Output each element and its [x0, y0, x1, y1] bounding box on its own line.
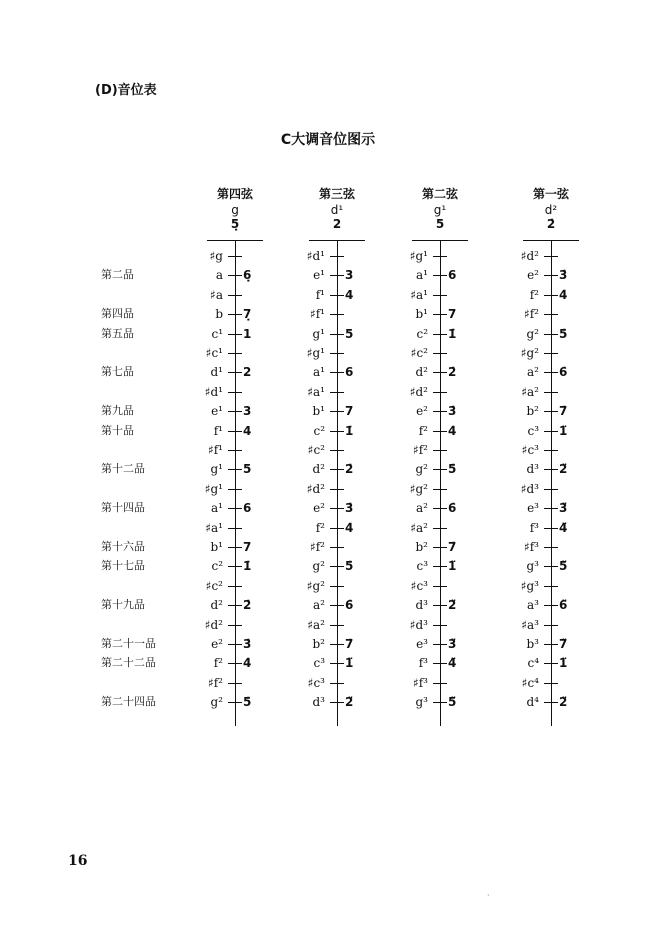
fret-label: 第四品 [101, 307, 134, 321]
fret-tick [330, 334, 344, 335]
open-note: d² [544, 203, 558, 217]
jianpu-numeral: 6̇ [345, 598, 354, 613]
fret-tick [228, 275, 242, 276]
jianpu-numeral: 5̈ [448, 695, 457, 710]
fret-label: 第十二品 [101, 462, 145, 476]
corner-mark: · [487, 891, 490, 900]
note-name: ♯a² [410, 520, 428, 535]
note-name: ♯d² [520, 249, 539, 263]
note-name: ♯f¹ [309, 307, 325, 322]
jianpu-numeral: 2̇ [345, 462, 354, 477]
fret-tick [433, 566, 447, 567]
note-name: g² [415, 462, 428, 477]
jianpu-numeral: 1̇ [243, 559, 252, 574]
fret-tick [330, 605, 344, 606]
note-name: c² [313, 423, 325, 438]
jianpu-numeral: 6 [345, 365, 354, 380]
string-header [400, 186, 480, 231]
note-name: d² [312, 462, 325, 477]
page-number: 16 [68, 853, 88, 869]
jianpu-numeral: 4̇ [559, 287, 568, 302]
string-line [551, 240, 552, 726]
jianpu-numeral: 7̇ [345, 637, 354, 651]
note-name: a³ [527, 598, 539, 613]
fret-tick [228, 295, 242, 296]
note-name: b¹ [415, 307, 428, 322]
fret-tick [433, 256, 447, 257]
fret-tick [330, 625, 344, 626]
note-name: b² [415, 540, 428, 554]
jianpu-numeral: 7̈ [559, 637, 568, 651]
note-name: ♯c¹ [205, 346, 223, 360]
note-name: a¹ [416, 268, 428, 283]
note-name: ♯a² [521, 384, 539, 399]
note-name: ♯c³ [410, 578, 428, 593]
note-name: ♯a [210, 287, 223, 302]
jianpu-numeral: 1 [243, 326, 252, 341]
note-name: d² [415, 365, 428, 380]
fret-tick [330, 353, 344, 354]
jianpu-numeral: 4 [243, 423, 252, 438]
jianpu-numeral: 4̈ [559, 520, 568, 535]
note-name: ♯d¹ [306, 249, 325, 263]
note-name: d¹ [210, 365, 223, 380]
fret-tick [433, 431, 447, 432]
open-note: g¹ [433, 203, 447, 217]
note-name: a¹ [211, 501, 223, 516]
fret-label: 第十品 [101, 423, 134, 437]
fret-tick [330, 644, 344, 645]
jianpu-numeral: 2 [243, 365, 252, 380]
jianpu-numeral: 6̇ [559, 365, 568, 380]
note-name: ♯d³ [409, 617, 428, 632]
string-line [440, 240, 441, 726]
note-name: e³ [527, 501, 539, 516]
open-numeral: 2 [332, 217, 342, 231]
note-name: c⁴ [527, 656, 539, 671]
fret-tick [228, 334, 242, 335]
note-name: e¹ [313, 268, 325, 283]
jianpu-numeral: 1̇ [448, 326, 457, 341]
jianpu-numeral: 6 [243, 501, 252, 516]
fret-tick [330, 450, 344, 451]
string-name: 第三弦 [318, 187, 355, 201]
note-name: b³ [526, 637, 539, 651]
fret-tick [330, 411, 344, 412]
fret-tick [433, 605, 447, 606]
fret-tick [330, 469, 344, 470]
jianpu-numeral: 5 [345, 326, 354, 341]
fret-tick [228, 256, 242, 257]
jianpu-numeral: 5̇ [448, 462, 457, 477]
jianpu-numeral: 1̈ [559, 656, 568, 671]
fret-tick [330, 489, 344, 490]
fret-tick [228, 605, 242, 606]
note-name: ♯d³ [520, 481, 539, 496]
note-name: f² [213, 656, 223, 671]
fret-tick [330, 372, 344, 373]
fret-tick [330, 683, 344, 684]
jianpu-numeral: 7 [448, 307, 457, 322]
note-name: f³ [529, 520, 539, 535]
fret-label: 第二十二品 [101, 656, 156, 670]
fret-tick [544, 683, 558, 684]
note-name: ♯f² [523, 307, 539, 322]
fret-tick [228, 489, 242, 490]
fret-label: 第十四品 [101, 501, 145, 515]
note-name: ♯g³ [520, 578, 539, 593]
fret-tick [228, 566, 242, 567]
note-name: d² [210, 598, 223, 613]
fret-tick [433, 683, 447, 684]
fret-tick [228, 683, 242, 684]
note-name: b [215, 307, 223, 322]
note-name: e¹ [211, 404, 223, 419]
note-name: a² [313, 598, 325, 613]
note-name: e² [211, 637, 223, 651]
chart-title: C大调音位图示 [280, 132, 376, 148]
fret-tick [544, 644, 558, 645]
fret-tick [228, 392, 242, 393]
jianpu-numeral: 1̈ [345, 656, 354, 671]
jianpu-numeral: 2̈ [559, 462, 568, 477]
string-header [195, 186, 275, 231]
jianpu-numeral: 3̇ [345, 501, 354, 516]
fret-tick [228, 508, 242, 509]
fret-tick [433, 353, 447, 354]
fret-tick [544, 295, 558, 296]
string-line [337, 240, 338, 726]
open-note: g [231, 203, 239, 217]
fret-tick [228, 431, 242, 432]
note-name: g² [312, 559, 325, 574]
note-name: ♯g¹ [306, 346, 325, 360]
note-name: a² [416, 501, 428, 516]
section-label: (D)音位表 [95, 83, 157, 98]
jianpu-numeral: 2̈ [448, 598, 457, 613]
fret-tick [228, 411, 242, 412]
note-name: ♯g² [520, 346, 539, 360]
note-name: f³ [418, 656, 428, 671]
note-name: g³ [526, 559, 539, 574]
fret-tick [228, 353, 242, 354]
note-name: c³ [416, 559, 428, 574]
string-header [297, 186, 377, 231]
fret-tick [544, 450, 558, 451]
string-header [511, 186, 591, 231]
note-name: ♯f² [412, 443, 428, 457]
note-name: c³ [527, 423, 539, 438]
fret-tick [544, 334, 558, 335]
note-name: g³ [415, 695, 428, 710]
fret-tick [433, 334, 447, 335]
fret-tick [433, 392, 447, 393]
fret-tick [433, 547, 447, 548]
fret-tick [433, 295, 447, 296]
note-name: c² [211, 559, 223, 574]
fret-tick [228, 586, 242, 587]
jianpu-numeral: 5̇ [559, 326, 568, 341]
note-name: c¹ [211, 326, 223, 341]
note-name: b¹ [312, 404, 325, 419]
fret-tick [433, 586, 447, 587]
fret-tick [330, 392, 344, 393]
note-name: ♯g² [306, 578, 325, 593]
string-line [235, 240, 236, 726]
fret-tick [330, 528, 344, 529]
note-name: g² [526, 326, 539, 341]
fret-tick [228, 372, 242, 373]
note-name: c² [416, 326, 428, 341]
fret-tick [433, 314, 447, 315]
fret-tick [330, 566, 344, 567]
fret-tick [544, 489, 558, 490]
note-name: ♯c³ [307, 675, 325, 690]
note-name: d³ [526, 462, 539, 477]
jianpu-numeral: 2̈ [559, 695, 568, 710]
fret-tick [330, 431, 344, 432]
note-name: e² [527, 268, 539, 283]
note-name: ♯g¹ [204, 481, 223, 496]
jianpu-numeral: 3̇ [448, 404, 457, 419]
jianpu-numeral: 5̈ [559, 559, 568, 574]
note-name: ♯d² [409, 384, 428, 399]
note-name: f² [529, 287, 539, 302]
note-name: e² [313, 501, 325, 516]
note-name: ♯f² [309, 540, 325, 554]
fret-label: 第七品 [101, 365, 134, 379]
jianpu-numeral: 4̈ [448, 656, 457, 671]
fret-tick [433, 663, 447, 664]
fret-label: 第十七品 [101, 559, 145, 573]
fret-tick [544, 372, 558, 373]
jianpu-numeral: 7̣ [243, 307, 252, 322]
fret-label: 第二十一品 [101, 637, 156, 650]
note-name: ♯a² [307, 617, 325, 632]
jianpu-numeral: 4 [345, 287, 354, 302]
note-name: ♯c⁴ [521, 675, 539, 690]
jianpu-numeral: 3̈ [448, 637, 457, 651]
jianpu-numeral: 6̇ [448, 501, 457, 516]
fret-tick [544, 663, 558, 664]
fret-tick [544, 392, 558, 393]
note-name: ♯g [209, 249, 223, 263]
note-name: b¹ [210, 540, 223, 554]
jianpu-numeral: 7̇ [448, 540, 457, 554]
note-name: ♯c² [307, 443, 325, 457]
jianpu-numeral: 7 [345, 404, 354, 419]
fret-tick [330, 547, 344, 548]
note-name: a [215, 268, 223, 283]
fret-tick [228, 450, 242, 451]
fret-tick [228, 663, 242, 664]
jianpu-numeral: 6̈ [559, 598, 568, 613]
fret-tick [433, 372, 447, 373]
note-name: ♯f¹ [207, 443, 223, 457]
note-name: g¹ [312, 326, 325, 341]
fret-tick [330, 663, 344, 664]
note-name: ♯c² [410, 346, 428, 360]
fret-tick [433, 411, 447, 412]
fret-tick [228, 644, 242, 645]
fret-tick [433, 508, 447, 509]
fret-tick [433, 275, 447, 276]
note-name: ♯a³ [521, 617, 539, 632]
note-name: ♯f³ [412, 675, 428, 690]
fret-tick [544, 469, 558, 470]
jianpu-numeral: 7 [243, 540, 252, 554]
jianpu-numeral: 1̈ [448, 559, 457, 574]
fret-tick [544, 508, 558, 509]
note-name: ♯d¹ [204, 384, 223, 399]
note-name: g¹ [210, 462, 223, 477]
note-name: ♯f² [207, 675, 223, 690]
jianpu-numeral: 5 [243, 462, 252, 477]
fret-label: 第五品 [101, 326, 134, 340]
note-name: f² [315, 520, 325, 535]
note-name: d³ [415, 598, 428, 613]
fret-tick [544, 605, 558, 606]
fret-label: 第九品 [101, 404, 134, 418]
fret-tick [228, 314, 242, 315]
note-name: ♯a¹ [410, 287, 428, 302]
note-name: ♯d² [204, 617, 223, 632]
fret-label: 第二十四品 [101, 695, 156, 709]
fret-tick [228, 625, 242, 626]
note-name: a¹ [313, 365, 325, 380]
note-name: a² [527, 365, 539, 380]
open-note: d¹ [330, 203, 344, 217]
fret-tick [544, 256, 558, 257]
fret-tick [330, 256, 344, 257]
note-name: e³ [416, 637, 428, 651]
jianpu-numeral: 4̇ [345, 520, 354, 535]
note-name: d³ [312, 695, 325, 710]
jianpu-numeral: 5̇ [243, 695, 252, 710]
jianpu-numeral: 5̇ [345, 559, 354, 574]
fret-tick [433, 489, 447, 490]
note-name: f¹ [315, 287, 325, 302]
fret-tick [433, 702, 447, 703]
fret-tick [330, 702, 344, 703]
note-name: b² [312, 637, 325, 651]
jianpu-numeral: 2̈ [345, 695, 354, 710]
fret-tick [544, 625, 558, 626]
note-name: ♯f³ [523, 540, 539, 554]
jianpu-numeral: 3 [243, 404, 252, 419]
fret-tick [544, 566, 558, 567]
open-numeral: 5 [435, 217, 445, 231]
jianpu-numeral: 4̇ [448, 423, 457, 438]
fret-tick [544, 353, 558, 354]
fret-tick [544, 702, 558, 703]
fret-tick [544, 411, 558, 412]
jianpu-numeral: 6 [448, 268, 457, 283]
jianpu-numeral: 6̣ [243, 268, 252, 283]
note-name: g² [210, 695, 223, 710]
note-name: b² [526, 404, 539, 419]
open-numeral: 5̣ [230, 217, 240, 231]
note-name: ♯c² [205, 578, 223, 593]
note-name: ♯a¹ [307, 384, 325, 399]
fret-tick [544, 275, 558, 276]
fret-tick [544, 586, 558, 587]
note-name: ♯g¹ [409, 249, 428, 263]
fret-label: 第十六品 [101, 540, 145, 553]
fret-tick [433, 469, 447, 470]
fret-tick [330, 275, 344, 276]
jianpu-numeral: 3̇ [559, 268, 568, 283]
note-name: ♯d² [306, 481, 325, 496]
jianpu-numeral: 3̇ [243, 637, 252, 651]
fret-tick [228, 702, 242, 703]
fret-tick [228, 469, 242, 470]
note-name: ♯c³ [521, 443, 539, 457]
note-name: c³ [313, 656, 325, 671]
fret-label: 第二品 [101, 268, 134, 282]
string-name: 第四弦 [216, 187, 253, 201]
fret-tick [228, 528, 242, 529]
fret-tick [433, 528, 447, 529]
fret-tick [433, 625, 447, 626]
string-name: 第二弦 [421, 187, 458, 201]
fret-tick [544, 431, 558, 432]
fret-tick [544, 528, 558, 529]
jianpu-numeral: 7̇ [559, 404, 568, 419]
jianpu-numeral: 1̈ [559, 423, 568, 438]
note-name: f² [418, 423, 428, 438]
fret-tick [330, 508, 344, 509]
jianpu-numeral: 4̇ [243, 656, 252, 671]
fret-tick [433, 644, 447, 645]
string-name: 第一弦 [532, 187, 569, 201]
fret-tick [228, 547, 242, 548]
jianpu-numeral: 1̇ [345, 423, 354, 438]
note-name: f¹ [213, 423, 223, 438]
jianpu-numeral: 2̇ [448, 365, 457, 380]
note-name: ♯a¹ [205, 520, 223, 535]
jianpu-numeral: 3̈ [559, 501, 568, 516]
fret-label: 第十九品 [101, 598, 145, 612]
note-name: e² [416, 404, 428, 419]
fret-tick [330, 586, 344, 587]
jianpu-numeral: 3 [345, 268, 354, 283]
fret-tick [330, 314, 344, 315]
fret-tick [330, 295, 344, 296]
fret-tick [433, 450, 447, 451]
fret-tick [544, 547, 558, 548]
note-name: d⁴ [526, 695, 539, 710]
open-numeral: 2̇ [546, 217, 556, 231]
jianpu-numeral: 2̇ [243, 598, 252, 613]
fret-tick [544, 314, 558, 315]
note-name: ♯g² [409, 481, 428, 496]
